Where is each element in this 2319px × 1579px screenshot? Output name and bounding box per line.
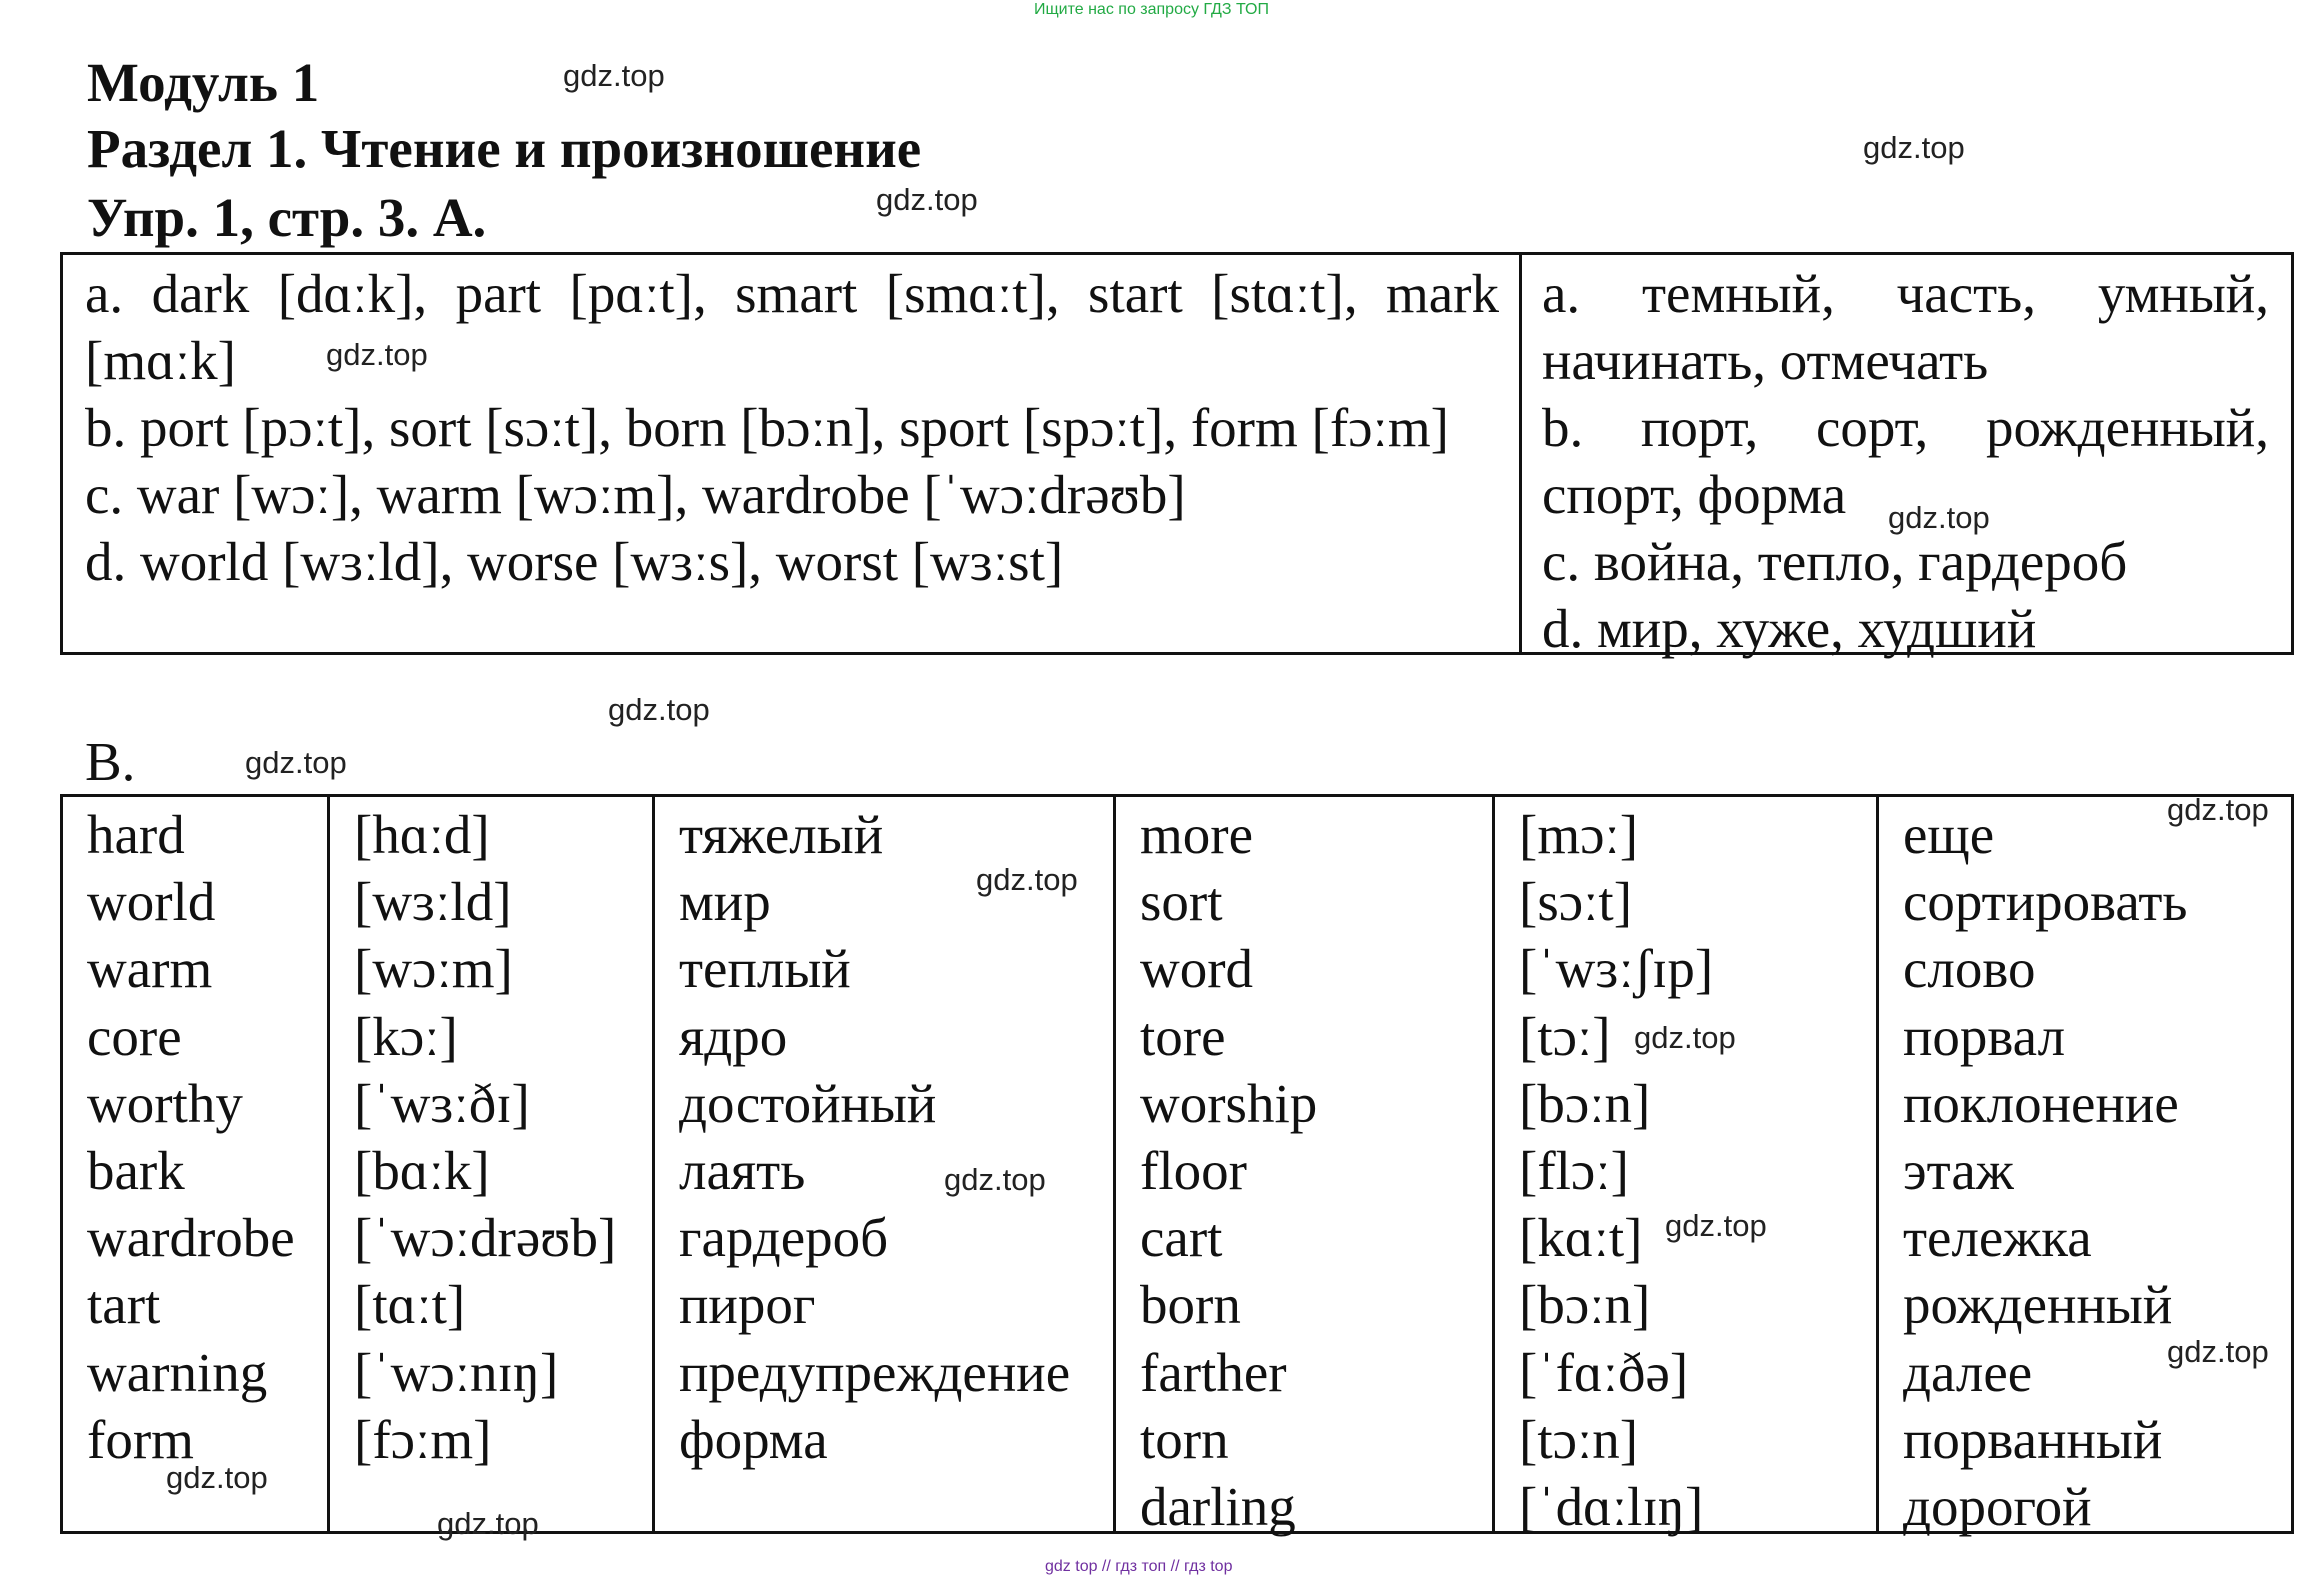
russian-translation: порванный [1903, 1408, 2163, 1470]
transcription: [bɔːn] [1519, 1274, 1651, 1336]
english-word: wardrobe [87, 1207, 295, 1269]
transcription: [hɑːd] [354, 804, 490, 865]
english-word: warning [87, 1341, 268, 1403]
table-a-row-c-ru: c. война, тепло, гардероб [1542, 531, 2128, 592]
russian-translation: теплый [679, 938, 851, 1000]
transcription: [ˈwɔːnɪŋ] [354, 1341, 559, 1403]
transcription: [tɔː] [1519, 1005, 1611, 1067]
english-word: darling [1140, 1476, 1296, 1538]
english-word: warm [87, 938, 213, 1000]
top-note: Ищите нас по запросу ГДЗ ТОП [1034, 1, 1269, 18]
transcription: [ˈwɜːðɪ] [354, 1072, 530, 1134]
watermark: gdz.top [1665, 1208, 1767, 1243]
table-b-translations-column-2 [1879, 797, 2291, 1538]
transcription: [tɔːn] [1519, 1408, 1639, 1470]
english-word: sort [1140, 871, 1223, 933]
transcription: [kɑːt] [1519, 1207, 1643, 1269]
russian-translation: предупреждение [679, 1341, 1071, 1403]
watermark: gdz.top [1888, 500, 1990, 535]
english-word: tart [87, 1274, 161, 1336]
watermark: gdz.top [2167, 1334, 2269, 1369]
english-word: bark [87, 1140, 185, 1202]
table-a-row-a-en: a. dark [dɑːk], part [pɑːt], smart [smɑːt], start [stɑːt], mark [mɑːk] [85, 263, 1499, 391]
transcription: [wɔːm] [354, 938, 513, 1000]
transcription: [ˈwɜːʃɪp] [1519, 938, 1714, 1000]
russian-translation: лаять [679, 1140, 806, 1202]
watermark: gdz.top [437, 1506, 539, 1541]
watermark: gdz.top [976, 862, 1078, 897]
english-word: worthy [87, 1072, 243, 1134]
russian-translation: пирог [679, 1274, 816, 1336]
table-a-row-d-en: d. world [wɜːld], worse [wɜːs], worst [wɜːst] [85, 531, 1064, 592]
english-word: farther [1140, 1341, 1287, 1403]
table-b-words-column-2 [1116, 797, 1495, 1538]
watermark: gdz.top [1863, 130, 1965, 165]
russian-translation: слово [1903, 938, 2036, 1000]
transcription: [fɔːm] [354, 1408, 492, 1470]
module-title: Модуль 1 [87, 52, 320, 113]
table-a-russian-column [1522, 255, 2291, 659]
russian-translation: тележка [1903, 1207, 2092, 1269]
russian-translation: достойный [679, 1072, 937, 1134]
part-b-label: B. [85, 731, 136, 792]
russian-translation: тяжелый [679, 804, 884, 865]
table-a-row-b-en: b. port [pɔːt], sort [sɔːt], born [bɔːn], sport [spɔːt], form [fɔːm] [85, 397, 1449, 458]
english-word: cart [1140, 1207, 1223, 1269]
watermark: gdz.top [944, 1162, 1046, 1197]
table-b-transcriptions-column-2 [1495, 797, 1879, 1538]
english-word: core [87, 1005, 182, 1067]
watermark: gdz.top [166, 1460, 268, 1495]
exercise-title: Упр. 1, стр. 3. А. [87, 187, 487, 248]
english-word: world [87, 871, 216, 933]
transcription: [wɜːld] [354, 871, 512, 933]
english-word: torn [1140, 1408, 1229, 1470]
watermark: gdz.top [245, 745, 347, 780]
russian-translation: форма [679, 1408, 828, 1470]
transcription: [sɔːt] [1519, 871, 1633, 933]
transcription: [ˈdɑːlɪŋ] [1519, 1476, 1704, 1538]
table-a-english-column [63, 255, 1522, 652]
english-word: floor [1140, 1140, 1247, 1202]
table-b-words-column-1 [63, 797, 330, 1531]
russian-translation: гардероб [679, 1207, 889, 1269]
russian-translation: рожденный [1903, 1274, 2173, 1336]
transcription: [ˈwɔːdrəʊb] [354, 1207, 617, 1269]
watermark: gdz.top [563, 58, 665, 93]
table-b [60, 794, 2294, 1538]
watermark: gdz.top [2167, 792, 2269, 827]
russian-translation: далее [1903, 1341, 2033, 1403]
watermark: gdz.top [1634, 1020, 1736, 1055]
table-a-row-b-ru: b. порт, сорт, рожденный, спорт, форма [1542, 397, 2269, 525]
russian-translation: поклонение [1903, 1072, 2179, 1134]
transcription: [bɔːn] [1519, 1072, 1651, 1134]
transcription: [bɑːk] [354, 1140, 490, 1202]
russian-translation: ядро [679, 1005, 788, 1067]
russian-translation: мир [679, 871, 771, 933]
english-word: tore [1140, 1005, 1226, 1067]
russian-translation: порвал [1903, 1005, 2066, 1067]
watermark: gdz.top [326, 337, 428, 372]
transcription: [kɔː] [354, 1005, 458, 1067]
transcription: [tɑːt] [354, 1274, 466, 1336]
table-a [60, 252, 2294, 659]
table-b-translations-column-1 [655, 797, 1116, 1531]
english-word: worship [1140, 1072, 1318, 1134]
transcription: [mɔː] [1519, 804, 1639, 865]
transcription: [flɔː] [1519, 1140, 1629, 1202]
watermark: gdz.top [876, 182, 978, 217]
watermark: gdz.top [608, 692, 710, 727]
russian-translation: этаж [1903, 1140, 2014, 1202]
transcription: [ˈfɑːðə] [1519, 1341, 1689, 1403]
english-word: more [1140, 804, 1254, 865]
russian-translation: дорогой [1903, 1476, 2092, 1538]
section-title: Раздел 1. Чтение и произношение [87, 118, 922, 179]
table-b-transcriptions-column-1 [330, 797, 655, 1531]
table-a-row-c-en: c. war [wɔː], warm [wɔːm], wardrobe [ˈwɔːdrəʊb] [85, 464, 1186, 525]
english-word: hard [87, 804, 185, 865]
russian-translation: еще [1903, 804, 1995, 865]
bottom-note: gdz top // гдз топ // гдз top [1045, 1558, 1233, 1575]
table-a-row-a-ru: a. темный, часть, умный, начинать, отмечать [1542, 263, 2269, 391]
table-a-row-d-ru: d. мир, хуже, худший [1542, 598, 2037, 659]
english-word: form [87, 1408, 194, 1470]
russian-translation: сортировать [1903, 871, 2188, 933]
english-word: born [1140, 1274, 1241, 1336]
english-word: word [1140, 938, 1254, 1000]
